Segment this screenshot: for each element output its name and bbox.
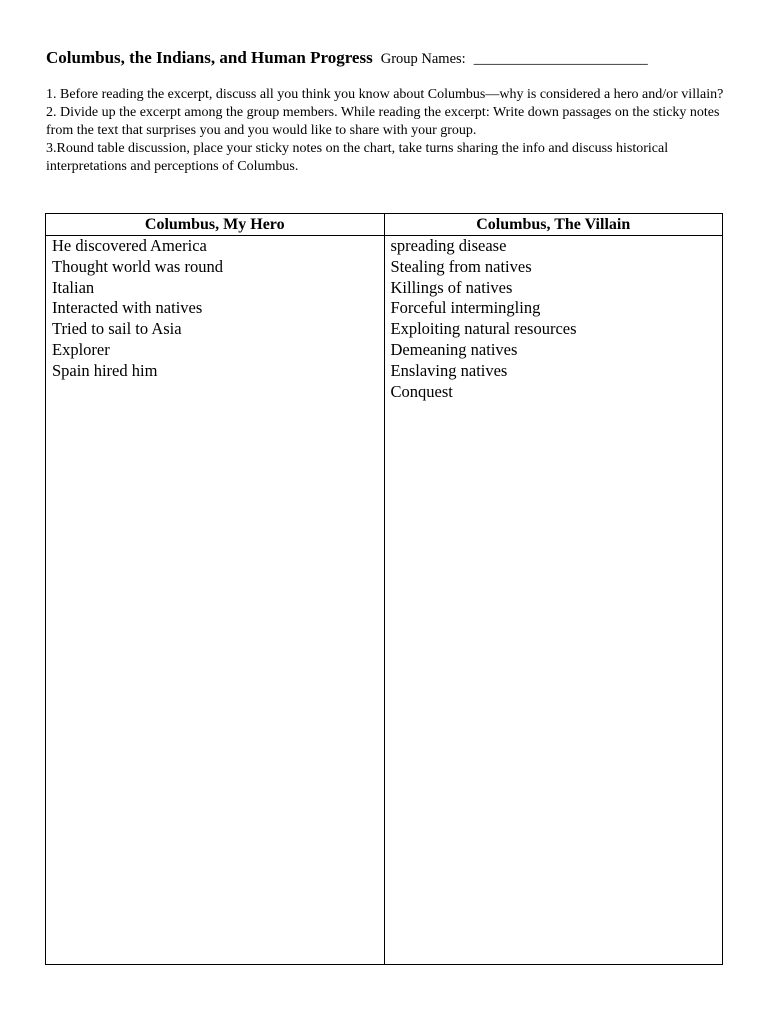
instruction-3: 3.Round table discussion, place your sticky notes on the chart, take turns sharing the info and discuss historical interpretations and perceptions of Columbus. (46, 141, 669, 174)
villain-item: Enslaving natives (390, 360, 508, 380)
worksheet-header (46, 47, 726, 70)
villain-item: Conquest (390, 381, 453, 401)
instruction-2: 2. Divide up the excerpt among the group members. While reading the excerpt: Write down passages on the sticky notes from the text that surprises you and you would like to share with your group. (46, 105, 720, 138)
villain-item: Demeaning natives (390, 339, 518, 359)
villain-list (391, 236, 723, 402)
hero-villain-chart (45, 213, 723, 965)
villain-item: spreading disease (390, 236, 507, 255)
villain-item: Exploiting natural resources (390, 319, 577, 339)
instructions (46, 86, 726, 176)
group-names-label: Group Names: (380, 51, 466, 67)
page-title: Columbus, the Indians, and Human Progress (46, 48, 373, 67)
hero-item: He discovered America (52, 236, 207, 255)
hero-item: Explorer (52, 339, 110, 359)
group-names-blank: ________________________ (473, 51, 648, 67)
villain-item: Forceful intermingling (390, 298, 541, 318)
hero-column (46, 236, 385, 965)
hero-item: Italian (52, 277, 95, 297)
chart-header-row (46, 214, 723, 236)
villain-item: Stealing from natives (390, 256, 532, 276)
hero-item: Spain hired him (52, 360, 158, 380)
hero-item: Thought world was round (52, 256, 223, 276)
hero-item: Interacted with natives (52, 298, 203, 318)
villain-column (384, 236, 723, 965)
chart-body-row (46, 236, 723, 965)
hero-item: Tried to sail to Asia (52, 319, 182, 339)
hero-list (52, 236, 384, 382)
villain-item: Killings of natives (390, 277, 513, 297)
villain-column-header: Columbus, The Villain (384, 214, 723, 236)
hero-column-header: Columbus, My Hero (46, 214, 385, 236)
instruction-1: 1. Before reading the excerpt, discuss all you think you know about Columbus—why is considered a hero and/or villain? (46, 87, 724, 102)
